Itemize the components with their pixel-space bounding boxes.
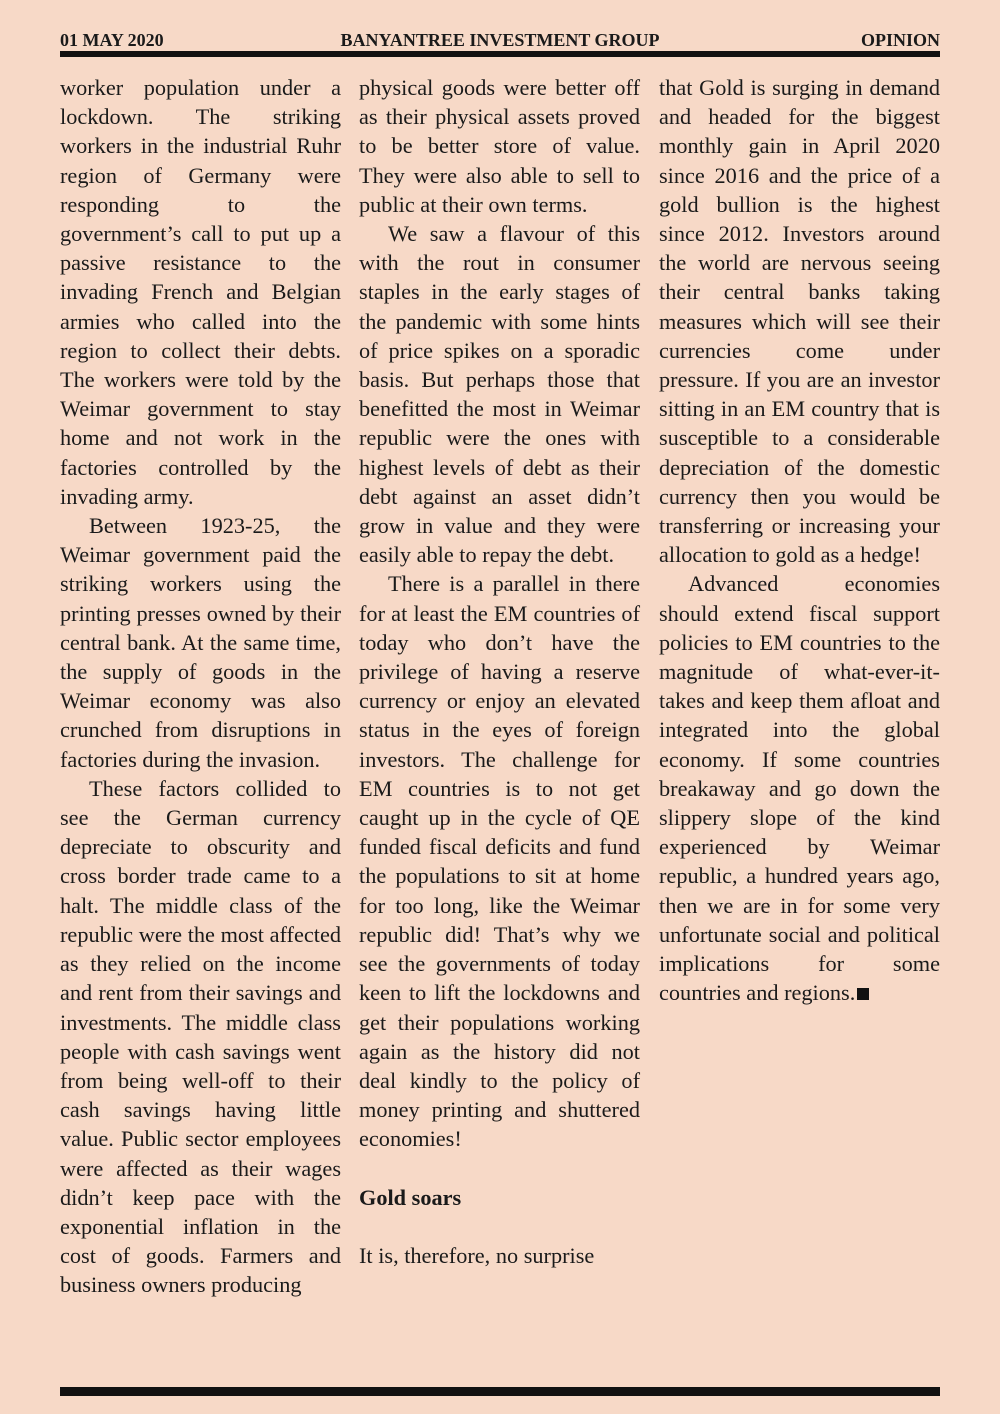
paragraph: There is a parallel in there for at least the EM countries of today who don’t have the privilege of having a reserve currency or enjoy an elevated status in the eyes of foreign investors. The challenge for EM countries is to not get caught up in the cycle of QE funded fiscal deficits and fund the populations to sit at home for too long, like the Weimar republic did! That’s why we see the governments of today keen to lift the lockdowns and get their populations working again as the history did not deal kindly to the policy of money printing and shuttered economies!: [359, 571, 640, 1152]
page-header: [60, 28, 940, 52]
header-date: 01 MAY 2020: [60, 30, 164, 50]
paragraph-text: Advanced economies should extend fiscal support policies to EM countries to the magnitude of what-ever-it-takes and keep them afloat and integrated into the global economy. If some countries breakaway and go down the slippery slope of the kind experienced by Weimar republic, a hundred years ago, then we are in for some very unfortunate social and political implications for some countries and regions.: [659, 571, 940, 1006]
article-column-3: [659, 73, 940, 1008]
paragraph: worker population under a lockdown. The striking workers in the industrial Ruhr region of Germany were responding to the government’s call to put up a passive resistance to the invading French and Belgian armies who called into the region to collect their debts. The workers were told by the Weimar government to stay home and not work in the factories controlled by the invading army.: [60, 75, 341, 509]
paragraph: that Gold is surging in demand and headed for the biggest monthly gain in April 2020 since 2016 and the price of a gold bullion is the highest since 2012. Investors around the world are nervous seeing their central banks taking measures which will see their currencies come under pressure. If you are an investor sitting in an EM country that is susceptible to a considerable depreciation of the domestic currency then you would be transferring or increasing your allocation to gold as a hedge!: [659, 75, 940, 568]
paragraph: We saw a flavour of this with the rout in consumer staples in the early stages of the pandemic with some hints of price spikes on a sporadic basis. But perhaps those that benefitted the most in Weimar republic were the ones with highest levels of debt as their debt against an asset didn’t grow in value and they were easily able to repay the debt.: [359, 221, 640, 568]
footer-rule: [60, 1387, 940, 1396]
header-section: OPINION: [860, 30, 940, 50]
section-heading: Gold soars: [359, 1184, 462, 1210]
header-rule: [60, 51, 940, 57]
article-column-1: [60, 73, 341, 1300]
paragraph: These factors collided to see the German currency depreciate to obscurity and cross border trade came to a halt. The middle class of the republic were the most affected as they relied on the income and rent from their savings and investments. The middle class people with cash savings went from being well-off to their cash savings having little value. Public sector employees were affected as their wages didn’t keep pace with the exponential inflation in the cost of goods. Farmers and business owners producing: [60, 775, 341, 1298]
paragraph: [659, 569, 940, 1007]
paragraph: physical goods were better off as their physical assets proved to be better store of value. They were also able to sell to public at their own terms.: [359, 75, 640, 217]
paragraph: It is, therefore, no surprise: [359, 1243, 595, 1269]
paragraph: Between 1923-25, the Weimar government paid the striking workers using the printing presses owned by their central bank. At the same time, the supply of goods in the Weimar economy was also crunched from disruptions in factories during the invasion.: [60, 513, 341, 772]
article-column-2: [359, 73, 640, 1270]
header-publisher: BANYANTREE INVESTMENT GROUP: [340, 30, 660, 50]
end-of-article-mark: [857, 988, 869, 1000]
